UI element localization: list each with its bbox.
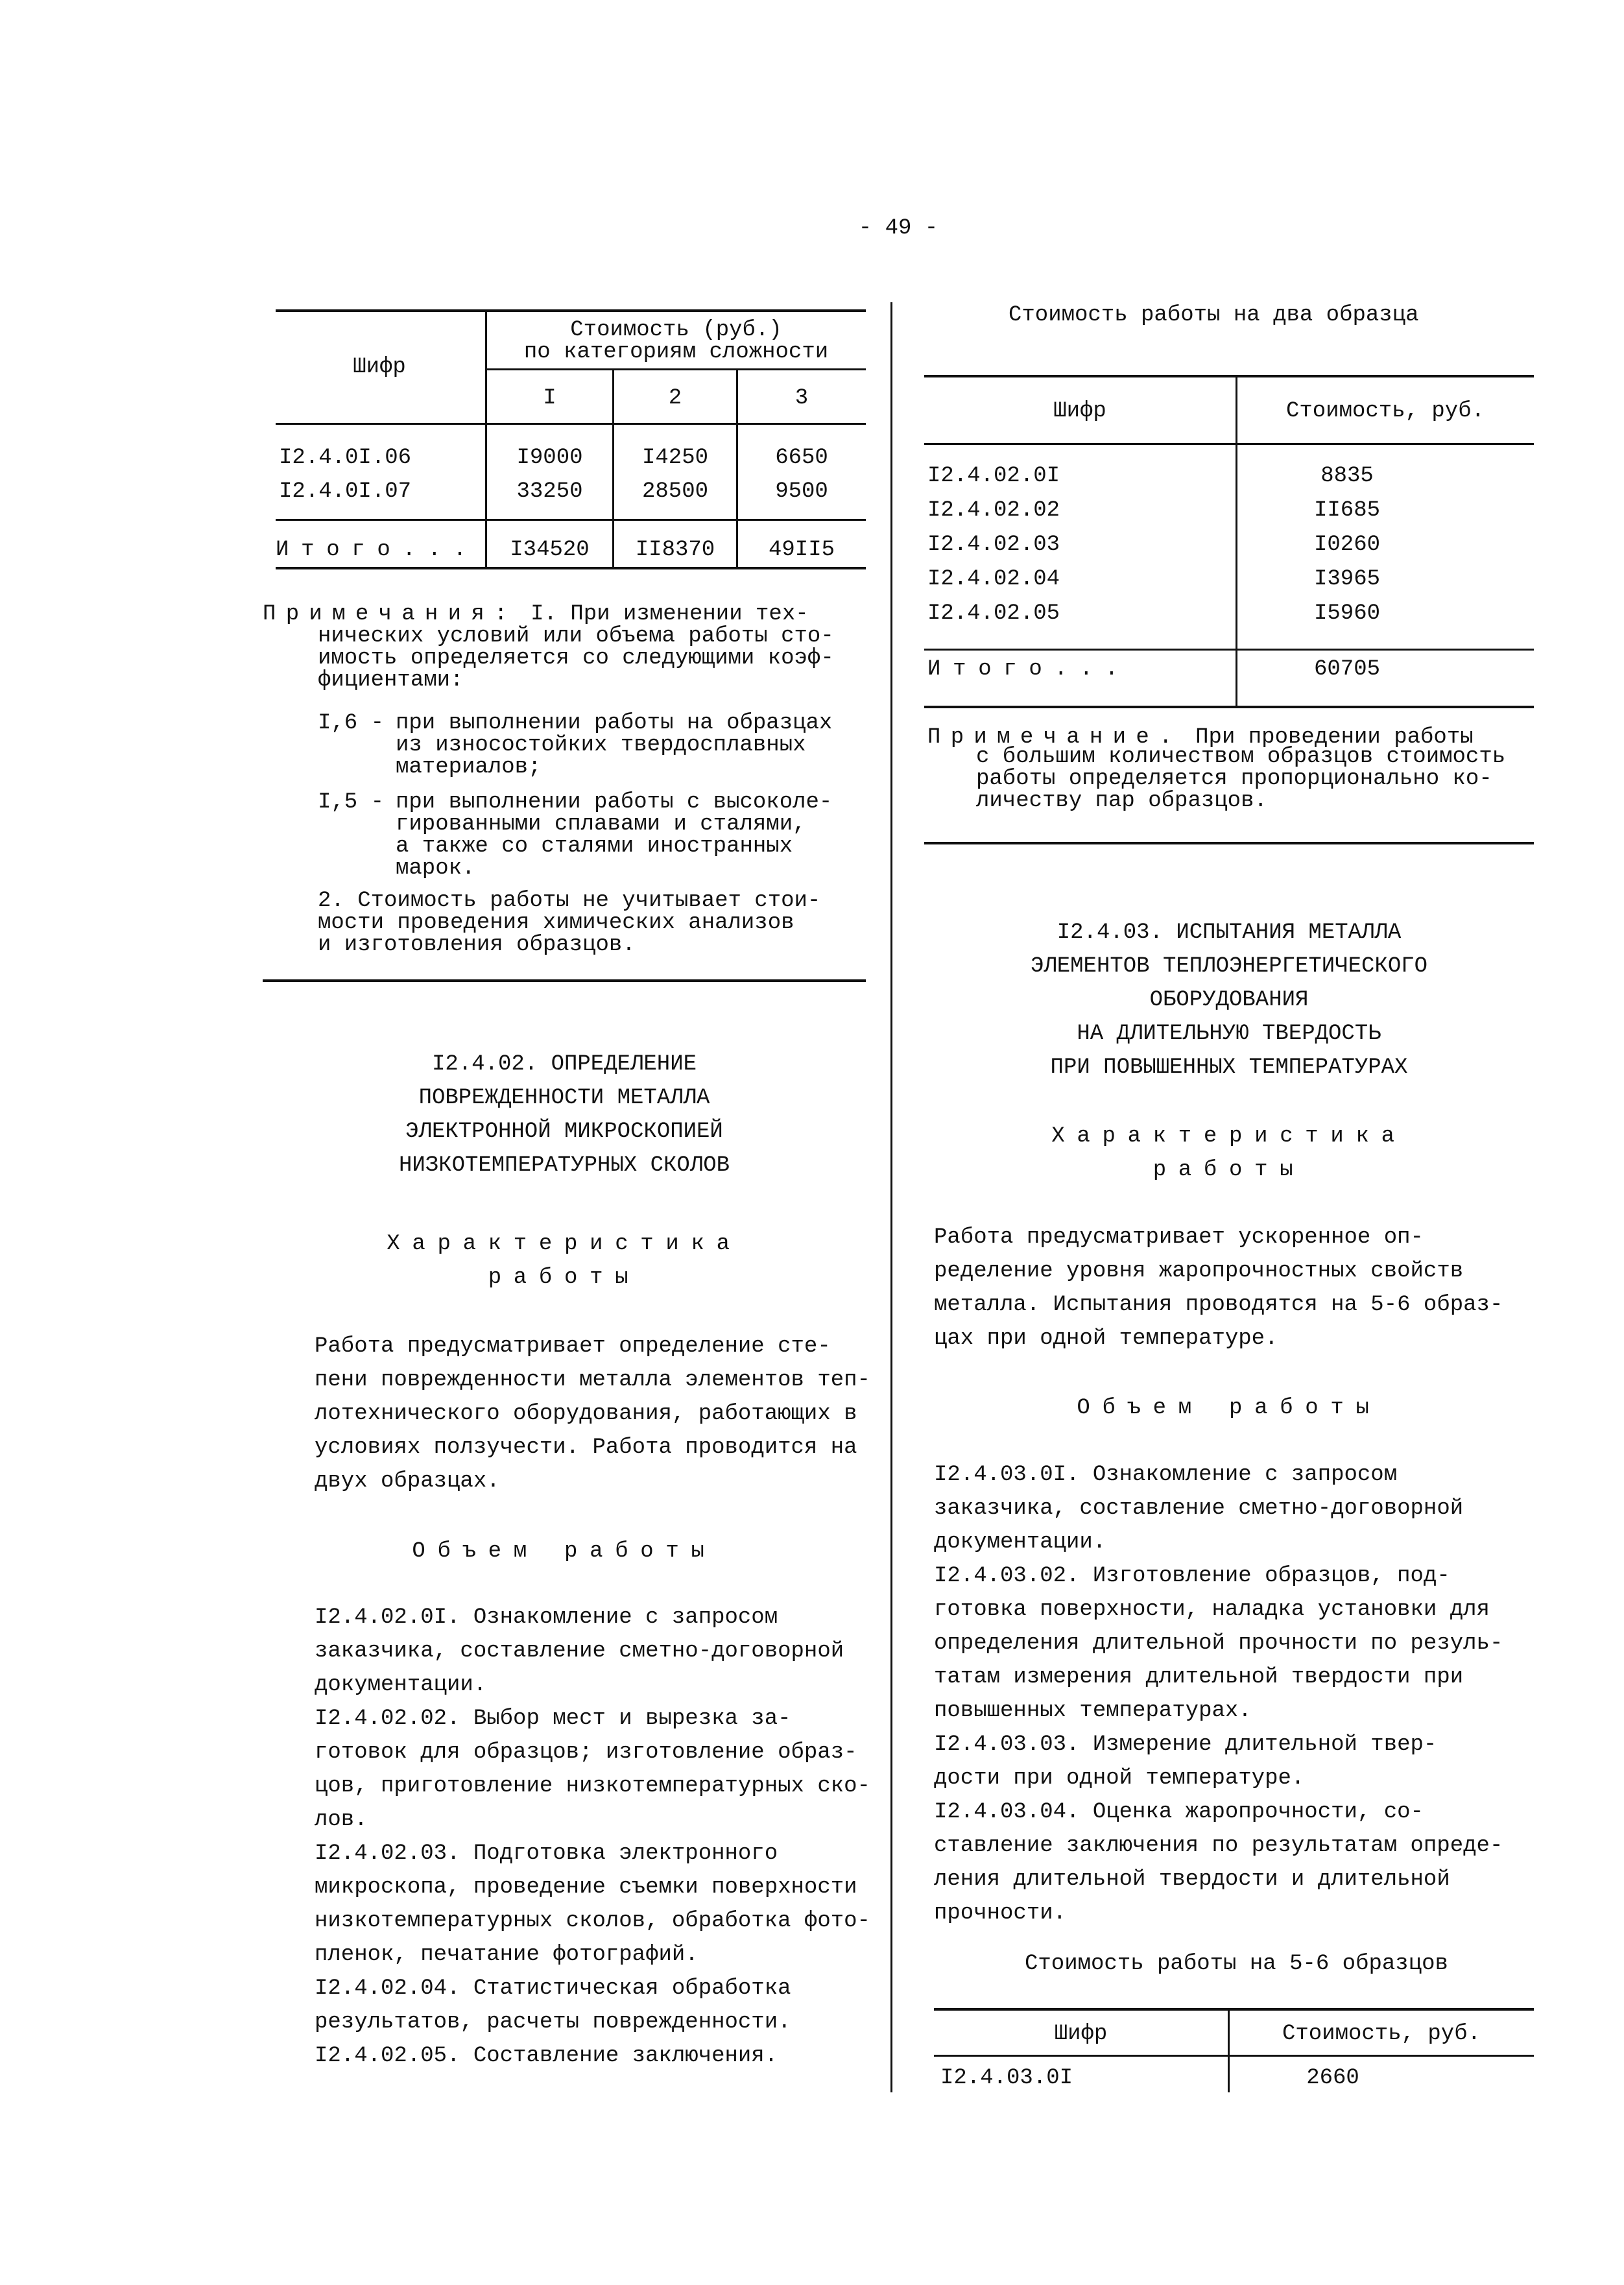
scope-text: I2.4.03.0I. Ознакомление с запросом заказчика, составление сметно-договорной документации. I2.4.03.02. Изготовление образцов, под- готовка поверхности, наладка установки для определения длительной прочности по резуль- татам измерения длительной твердости при повышенных температурах. I2.4.03.03. Измерение длительной твер- дости при одной температуре. I2.4.03.04. Оценка жаропрочности, со- ставление заключения по результатам опреде- ления длительной твердости и длительной прочности. bbox=[934, 1463, 1503, 1926]
note-text: При проведении работы bbox=[1195, 725, 1474, 750]
note-text: нических условий или объема работы сто- имость определяется со следующими коэф- фициентами: bbox=[318, 624, 834, 693]
code-list bbox=[927, 459, 1060, 631]
note-label: Примечание. bbox=[927, 725, 1182, 750]
cell: 6650 bbox=[775, 446, 828, 470]
scope-text: I2.4.02.0I. Ознакомление с запросом заказчика, составление сметно-договорной документации. I2.4.02.02. Выбор мест и вырезка за- готовок для образцов; изготовление образ- цов, приготовление низкотемпературных ско- лов. I2.4.02.03. Подготовка электронного микроскопа, проведение съемки поверхности низкотемпературных сколов, обработка фото- пленок, печатание фотографий. I2.4.02.04. Статистическая обработка результатов, расчеты поврежденности. I2.4.02.05. Составление заключения. bbox=[315, 1605, 870, 2068]
cell: I4250 bbox=[641, 446, 709, 470]
table-row: I2.4.0I.06 bbox=[279, 446, 412, 470]
col-header-cost: Стоимость, руб. bbox=[1285, 399, 1485, 424]
table-row: I2.4.0I.07 bbox=[279, 479, 412, 504]
cat-1: I bbox=[543, 386, 556, 411]
table-row-value: II685 bbox=[1313, 498, 1381, 523]
cell: 33250 bbox=[516, 479, 583, 504]
coef: I,6 - bbox=[318, 711, 385, 736]
char-text: Работа предусматривает определение сте- пени поврежденности металла элементов теп- лотехнического оборудования, работающих в условиях ползучести. Работа проводится на двух образцах. bbox=[315, 1334, 870, 1494]
char-heading: Характеристика работы bbox=[1051, 1124, 1407, 1182]
table-row-code: I2.4.02.02 bbox=[927, 498, 1060, 523]
page-number: - 49 - bbox=[858, 216, 938, 241]
cell: 28500 bbox=[641, 479, 709, 504]
coef-text: при выполнении работы с высоколе- гированными сплавами и сталями, а также со сталями иностранных марок. bbox=[396, 790, 833, 881]
note-text: 2. Стоимость работы не учитывает стои- мости проведения химических анализов и изготовления образцов. bbox=[318, 889, 821, 957]
total-value: 60705 bbox=[1313, 657, 1381, 682]
col-header-code: Шифр bbox=[1053, 399, 1106, 424]
cell: I9000 bbox=[516, 446, 583, 470]
total-cell: I34520 bbox=[510, 538, 590, 562]
section-title: I2.4.02. ОПРЕДЕЛЕНИЕ ПОВРЕЖДЕННОСТИ МЕТАЛЛА ЭЛЕКТРОННОЙ МИКРОСКОПИЕЙ НИЗКОТЕМПЕРАТУРНЫХ СКОЛОВ bbox=[398, 1052, 730, 1178]
table-row-value: I0260 bbox=[1313, 532, 1381, 557]
cat-3: 3 bbox=[794, 386, 809, 411]
column-divider bbox=[890, 302, 892, 2092]
coef-text: при выполнении работы на образцах из износостойких твердосплавных материалов; bbox=[396, 711, 833, 780]
section-title: I2.4.03. ИСПЫТАНИЯ МЕТАЛЛА ЭЛЕМЕНТОВ ТЕПЛОЭНЕРГЕТИЧЕСКОГО ОБОРУДОВАНИЯ НА ДЛИТЕЛЬНУЮ ТВЕРДОСТЬ ПРИ ПОВЫШЕННЫХ ТЕМПЕРАТУРАХ bbox=[1030, 920, 1428, 1080]
table-row-value: I3965 bbox=[1313, 567, 1381, 592]
char-text: Работа предусматривает ускоренное оп- ределение уровня жаропрочностных свойств металла. Испытания проводятся на 5-6 образ- цах при одной температуре. bbox=[934, 1225, 1503, 1351]
char-heading: Характеристика работы bbox=[387, 1232, 742, 1290]
table3-caption: Стоимость работы на 5-6 образцов bbox=[1025, 1952, 1448, 1976]
table-row-code: I2.4.02.05 bbox=[927, 601, 1060, 626]
table2-caption: Стоимость работы на два образца bbox=[1009, 303, 1419, 328]
cat-2: 2 bbox=[668, 386, 682, 411]
table-row-code: I2.4.03.0I bbox=[940, 2066, 1073, 2090]
col-header-code: Шифр bbox=[353, 355, 406, 379]
table-row-value: I5960 bbox=[1313, 601, 1381, 626]
table-row-code: I2.4.02.03 bbox=[927, 532, 1060, 557]
cell: 9500 bbox=[775, 479, 828, 504]
col-header-cost: Стоимость (руб.) по категориям сложности bbox=[523, 318, 829, 365]
note-text: I. При изменении тех- bbox=[531, 602, 809, 627]
scope-heading: Объем работы bbox=[1077, 1396, 1381, 1420]
coef: I,5 - bbox=[318, 790, 385, 815]
total-label: Итого... bbox=[927, 657, 1130, 682]
col-header-cost: Стоимость, руб. bbox=[1282, 2022, 1481, 2046]
note-text: с большим количеством образцов стоимость работы определяется пропорционально ко- личеству пар образцов. bbox=[976, 745, 1506, 813]
total-cell: II8370 bbox=[635, 538, 715, 562]
total-cell: 49II5 bbox=[768, 538, 835, 562]
table-row-value: 8835 bbox=[1320, 464, 1374, 488]
col-header-code: Шифр bbox=[1054, 2022, 1108, 2046]
table-row-value: 2660 bbox=[1306, 2066, 1359, 2090]
table-row-code: I2.4.02.04 bbox=[927, 567, 1060, 592]
scope-heading: Объем работы bbox=[412, 1539, 717, 1564]
value-list bbox=[1237, 459, 1457, 631]
table-row-code: I2.4.02.0I bbox=[927, 464, 1060, 488]
total-label: Итого... bbox=[276, 538, 479, 562]
notes-label: Примечания: bbox=[263, 602, 518, 627]
